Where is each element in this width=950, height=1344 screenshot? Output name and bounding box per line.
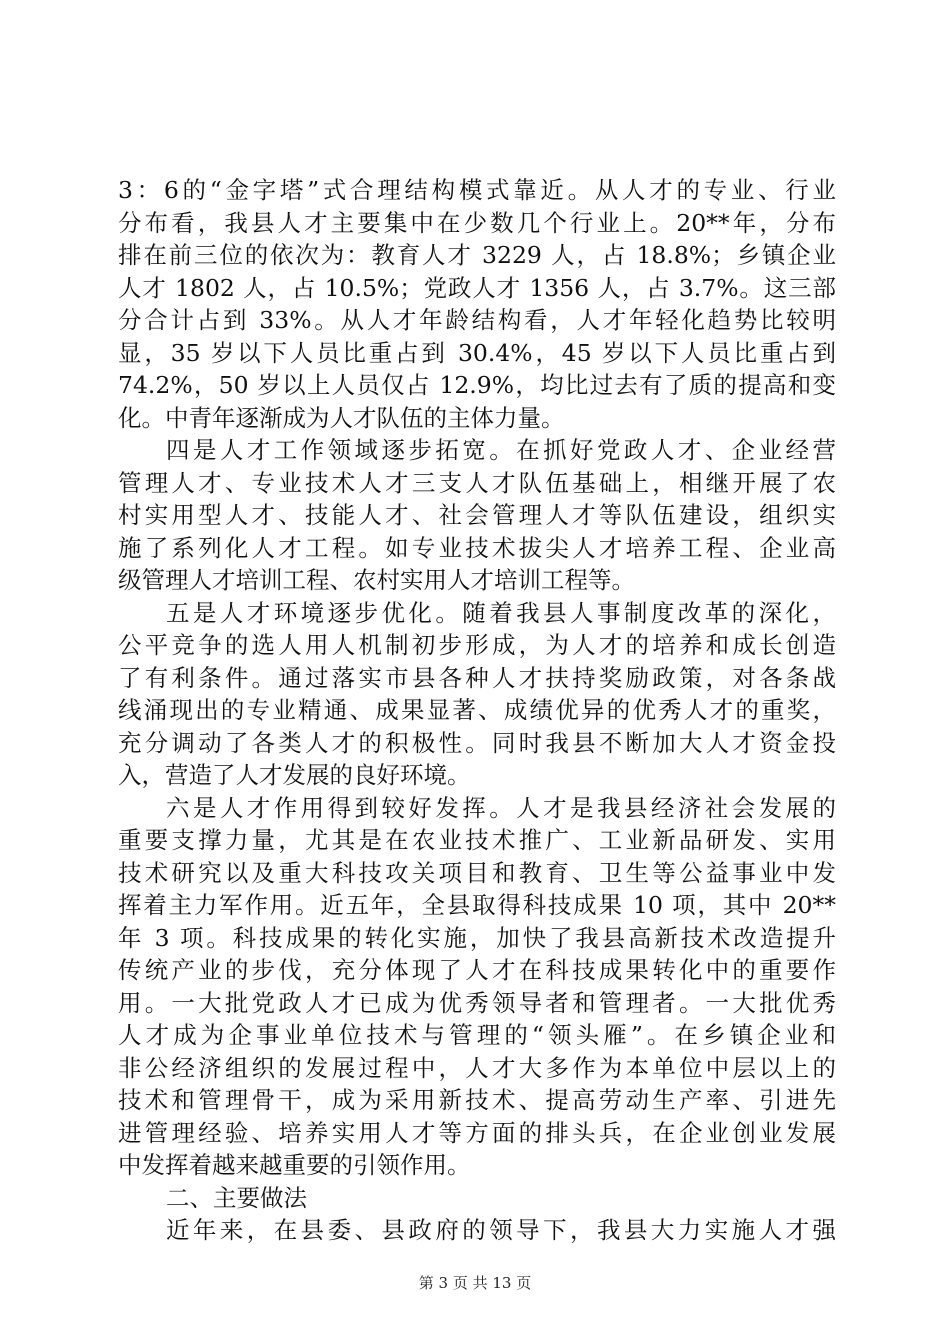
text-line: 分合计占到 33%。从人才年龄结构看，人才年轻化趋势比较明 bbox=[118, 306, 836, 334]
text-line: 化。中青年逐渐成为人才队伍的主体力量。 bbox=[118, 403, 565, 432]
text-line: 分布看，我县人才主要集中在少数几个行业上。20**年，分布 bbox=[118, 208, 836, 237]
text-line: 二、主要做法 bbox=[166, 1183, 307, 1212]
text-line: 村实用型人才、技能人才、社会管理人才等队伍建设，组织实 bbox=[118, 501, 836, 529]
text-line: 中发挥着越来越重要的引领作用。 bbox=[118, 1151, 471, 1179]
text-line: 技术研究以及重大科技攻关项目和教育、卫生等公益事业中发 bbox=[118, 858, 836, 887]
document-body bbox=[118, 174, 836, 1247]
text-line: 入，营造了人才发展的良好环境。 bbox=[118, 761, 471, 789]
text-line: 年 3 项。科技成果的转化实施，加快了我县高新技术改造提升 bbox=[118, 923, 836, 952]
text-line: 3：6的“金字塔”式合理结构模式靠近。从人才的专业、行业 bbox=[118, 176, 836, 204]
text-line: 公平竞争的选人用人机制初步形成，为人才的培养和成长创造 bbox=[118, 631, 836, 659]
page-footer: 第 3 页 共 13 页 bbox=[418, 1274, 532, 1292]
text-line: 排在前三位的依次为：教育人才 3229 人，占 18.8%；乡镇企业 bbox=[118, 241, 836, 269]
text-line: 施了系列化人才工程。如专业技术拔尖人才培养工程、企业高 bbox=[118, 533, 836, 562]
text-line: 管理人才、专业技术人才三支人才队伍基础上，相继开展了农 bbox=[118, 468, 836, 497]
text-line: 用。一大批党政人才已成为优秀领导者和管理者。一大批优秀 bbox=[118, 988, 836, 1017]
text-line: 挥着主力军作用。近五年，全县取得科技成果 10 项，其中 20** bbox=[118, 891, 836, 919]
text-line: 技术和管理骨干，成为采用新技术、提高劳动生产率、引进先 bbox=[118, 1086, 836, 1114]
text-line: 74.2%，50 岁以上人员仅占 12.9%，均比过去有了质的提高和变 bbox=[118, 371, 836, 399]
text-line: 五是人才环境逐步优化。随着我县人事制度改革的深化， bbox=[166, 598, 836, 627]
text-line: 近年来，在县委、县政府的领导下，我县大力实施人才强 bbox=[166, 1216, 836, 1244]
text-line: 显，35 岁以下人员比重占到 30.4%，45 岁以下人员比重占到 bbox=[118, 338, 836, 367]
text-line: 传统产业的步伐，充分体现了人才在科技成果转化中的重要作 bbox=[118, 956, 836, 984]
text-line: 进管理经验、培养实用人才等方面的排头兵，在企业创业发展 bbox=[118, 1118, 836, 1147]
text-line: 线涌现出的专业精通、成果显著、成绩优异的优秀人才的重奖， bbox=[118, 696, 836, 724]
text-line: 人才成为企事业单位技术与管理的“领头雁”。在乡镇企业和 bbox=[118, 1021, 836, 1049]
text-line: 充分调动了各类人才的积极性。同时我县不断加大人才资金投 bbox=[118, 728, 836, 757]
text-line: 了有利条件。通过落实市县各种人才扶持奖励政策，对各条战 bbox=[118, 663, 836, 692]
text-line: 六是人才作用得到较好发挥。人才是我县经济社会发展的 bbox=[166, 793, 836, 822]
text-line: 四是人才工作领域逐步拓宽。在抓好党政人才、企业经营 bbox=[166, 436, 836, 464]
text-line: 级管理人才培训工程、农村实用人才培训工程等。 bbox=[118, 566, 635, 594]
text-line: 非公经济组织的发展过程中，人才大多作为本单位中层以上的 bbox=[118, 1053, 836, 1082]
text-line: 重要支撑力量，尤其是在农业技术推广、工业新品研发、实用 bbox=[118, 826, 836, 854]
text-line: 人才 1802 人，占 10.5%；党政人才 1356 人，占 3.7%。这三部 bbox=[118, 273, 836, 302]
